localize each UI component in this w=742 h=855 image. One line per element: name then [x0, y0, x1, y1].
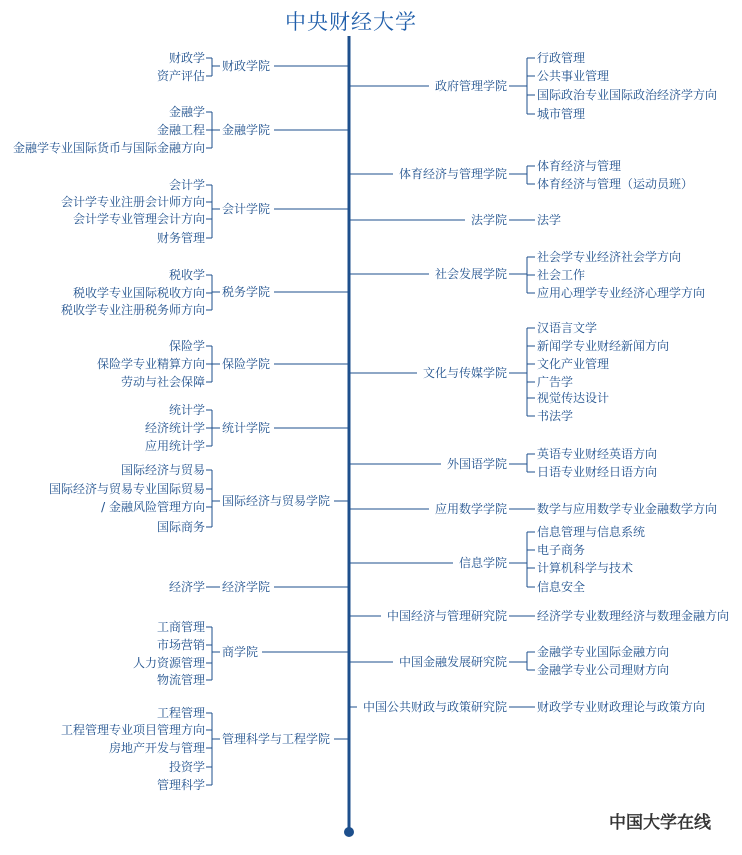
major-label: 国际商务 — [156, 520, 205, 534]
major-label: 工商管理 — [156, 620, 205, 634]
school-label: 财政学院 — [222, 59, 271, 73]
major-label: 国际政治专业国际政治经济学方向 — [537, 88, 718, 102]
school-label: 法学院 — [470, 213, 507, 227]
school-label: 金融学院 — [222, 123, 271, 137]
major-label: 财务管理 — [156, 231, 205, 245]
school-label: 文化与传媒学院 — [422, 366, 507, 380]
school-label: 信息学院 — [458, 556, 507, 570]
major-label: 视觉传达设计 — [537, 391, 610, 405]
major-label: 保险学专业精算方向 — [96, 357, 205, 371]
school-label: 会计学院 — [222, 202, 271, 216]
major-label: 财政学 — [168, 51, 205, 65]
major-label: 市场营销 — [156, 638, 205, 652]
school-label: 管理科学与工程学院 — [222, 732, 331, 746]
major-label: 文化产业管理 — [537, 357, 610, 371]
major-label: 劳动与社会保障 — [120, 375, 205, 389]
major-label: 人力资源管理 — [132, 656, 205, 670]
school-label: 应用数学学院 — [434, 502, 507, 516]
major-label: 信息安全 — [537, 580, 586, 594]
major-label: 国际经济与贸易专业国际贸易 — [48, 482, 205, 496]
major-label: 国际经济与贸易 — [120, 463, 205, 477]
school-label: 统计学院 — [222, 421, 271, 435]
school-label: 中国金融发展研究院 — [398, 655, 507, 669]
major-label: 经济学专业数理经济与数理金融方向 — [537, 609, 730, 623]
major-label: 会计学 — [168, 178, 205, 192]
major-label: 信息管理与信息系统 — [537, 525, 646, 539]
major-label: 应用心理学专业经济心理学方向 — [537, 286, 706, 300]
page-title: 中央财经大学 — [285, 10, 417, 34]
major-label: 会计学专业注册会计师方向 — [60, 195, 205, 209]
major-label: 经济学 — [168, 580, 205, 594]
watermark-logo: 中国大学在线 — [609, 813, 711, 833]
major-label: 城市管理 — [537, 107, 586, 121]
major-label: 广告学 — [537, 375, 574, 389]
major-label: 书法学 — [537, 409, 574, 423]
school-label: 商学院 — [222, 645, 259, 659]
major-label: 税收学专业注册税务师方向 — [60, 303, 205, 317]
school-label: 保险学院 — [222, 357, 271, 371]
school-label: 税务学院 — [222, 285, 271, 299]
school-label: 体育经济与管理学院 — [398, 167, 507, 181]
major-label: 电子商务 — [537, 543, 586, 557]
major-label: 经济统计学 — [144, 421, 205, 435]
school-label: 社会发展学院 — [434, 267, 507, 281]
major-label: 金融学 — [168, 105, 205, 119]
major-label: / 金融风险管理方向 — [101, 500, 205, 514]
major-label: 保险学 — [168, 339, 205, 353]
major-label: 税收学 — [168, 268, 205, 282]
major-label: 社会工作 — [537, 268, 586, 282]
major-label: 物流管理 — [156, 673, 205, 687]
major-label: 应用统计学 — [144, 439, 205, 453]
major-label: 计算机科学与技术 — [537, 561, 634, 575]
major-label: 投资学 — [168, 760, 205, 774]
spine-end-dot — [344, 827, 354, 837]
major-label: 管理科学 — [156, 778, 205, 792]
major-label: 体育经济与管理（运动员班） — [537, 177, 694, 191]
major-label: 社会学专业经济社会学方向 — [537, 250, 682, 264]
major-label: 汉语言文学 — [537, 321, 598, 335]
school-label: 政府管理学院 — [434, 79, 507, 93]
major-label: 行政管理 — [537, 51, 586, 65]
major-label: 新闻学专业财经新闻方向 — [537, 339, 670, 353]
major-label: 体育经济与管理 — [537, 159, 622, 173]
major-label: 金融学专业国际金融方向 — [537, 645, 670, 659]
major-label: 房地产开发与管理 — [108, 741, 205, 755]
major-label: 资产评估 — [156, 69, 205, 83]
school-label: 中国公共财政与政策研究院 — [362, 700, 507, 714]
school-label: 经济学院 — [222, 580, 271, 594]
major-label: 数学与应用数学专业金融数学方向 — [537, 502, 718, 516]
major-label: 财政学专业财政理论与政策方向 — [537, 700, 706, 714]
school-label: 外国语学院 — [446, 457, 507, 471]
major-label: 日语专业财经日语方向 — [537, 465, 658, 479]
major-label: 金融学专业国际货币与国际金融方向 — [12, 141, 205, 155]
school-label: 国际经济与贸易学院 — [222, 494, 331, 508]
major-label: 法学 — [537, 213, 562, 227]
major-label: 英语专业财经英语方向 — [537, 447, 658, 461]
major-label: 工程管理专业项目管理方向 — [60, 723, 205, 737]
major-label: 会计学专业管理会计方向 — [72, 212, 205, 226]
major-label: 金融学专业公司理财方向 — [537, 663, 670, 677]
major-label: 金融工程 — [156, 123, 205, 137]
major-label: 工程管理 — [156, 706, 205, 720]
major-label: 税收学专业国际税收方向 — [72, 286, 205, 300]
school-label: 中国经济与管理研究院 — [386, 609, 507, 623]
major-label: 公共事业管理 — [537, 69, 610, 83]
major-label: 统计学 — [168, 403, 205, 417]
